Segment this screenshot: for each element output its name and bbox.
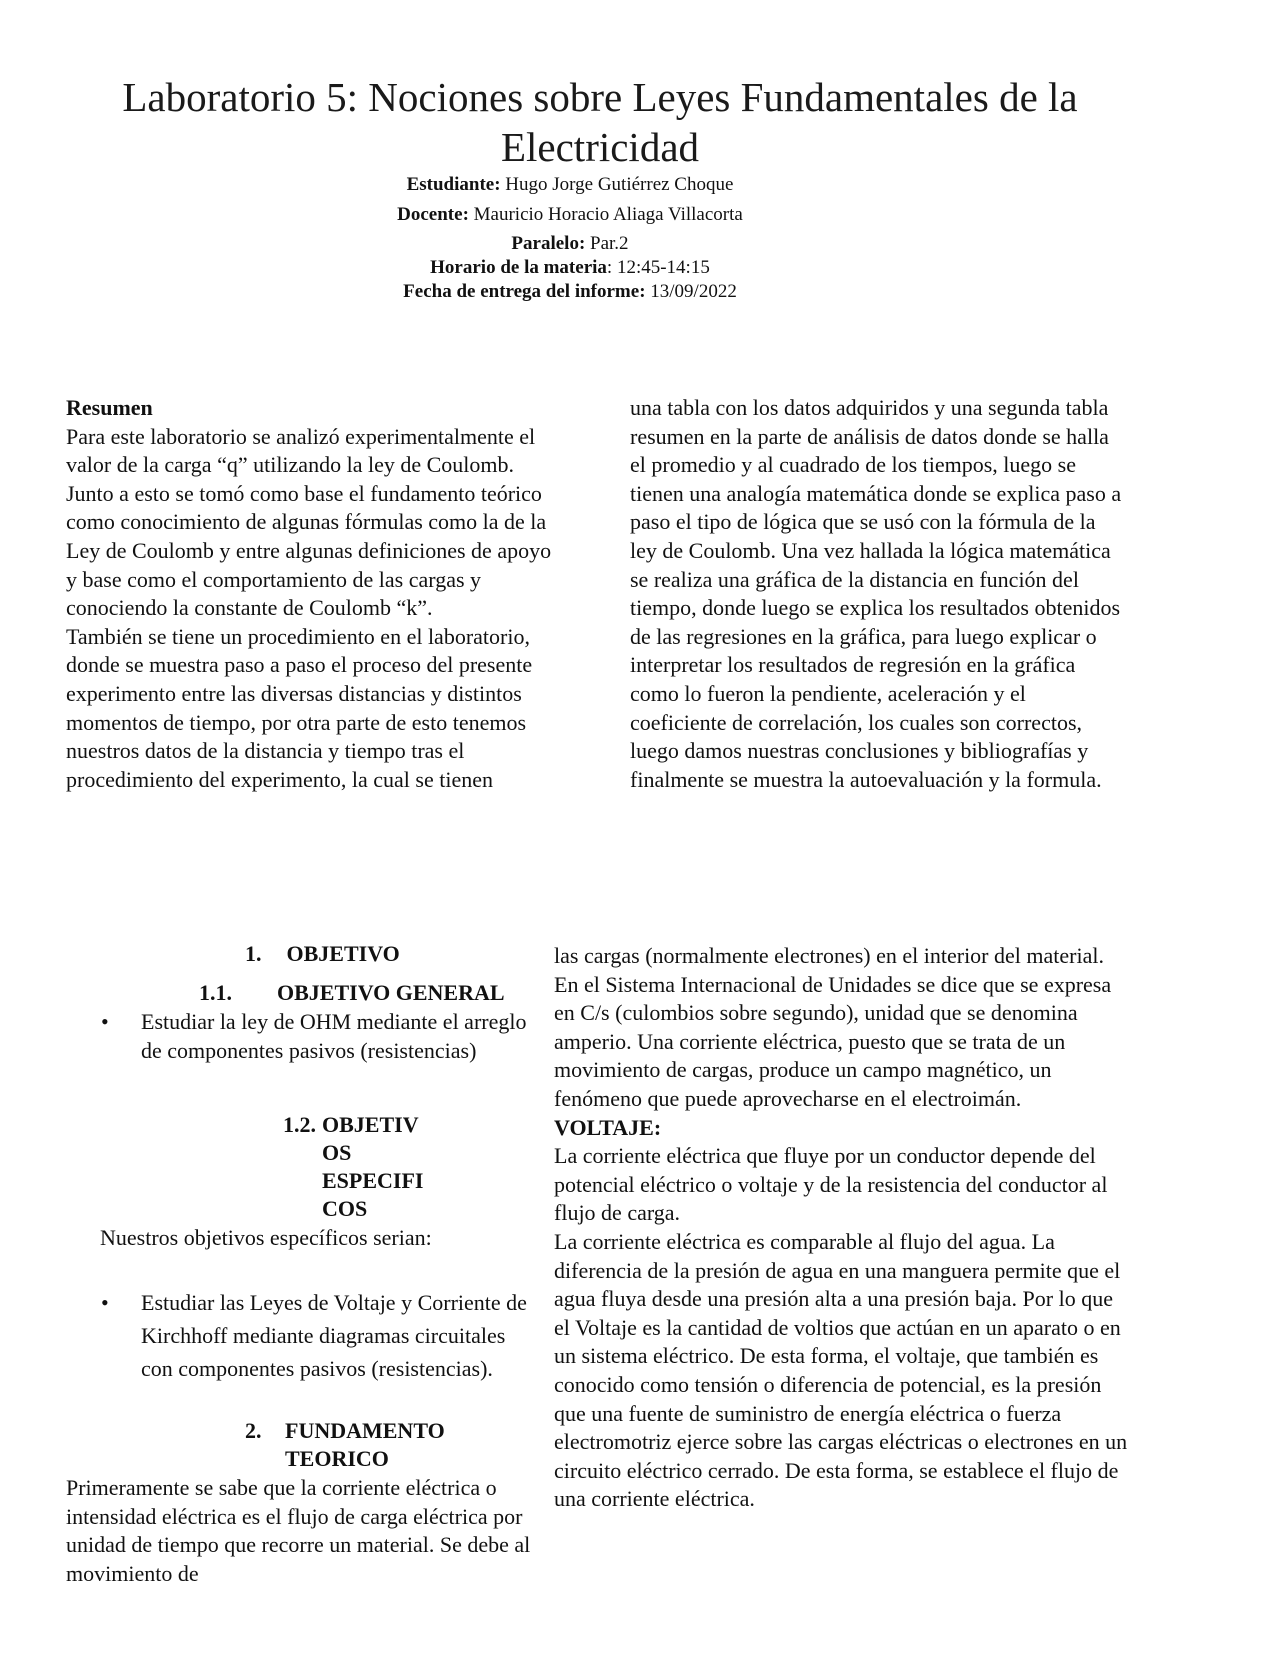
specific-objective-text: Estudiar las Leyes de Voltaje y Corriente de Kirchhoff mediante diagramas circuitales con componentes pasivos (resistencias). bbox=[141, 1290, 527, 1381]
list-item bbox=[66, 1008, 536, 1065]
schedule-line bbox=[0, 256, 1210, 280]
abstract-paragraph-2: También se tiene un procedimiento en el laboratorio, donde se muestra paso a paso el proceso del presente experimento entre las diversas distancias y distintos momentos de tiempo, por otra parte de esto tenemos nuestros datos de la distancia y tiempo tras el procedimiento del experimento, la cual se tienen bbox=[66, 623, 533, 792]
list-item bbox=[66, 1286, 536, 1385]
voltaje-paragraph-2: La corriente eléctrica es comparable al flujo del agua. La diferencia de la presión de agua en una manguera permite que el agua fluya desde una presión alta a una presión baja. Por lo que el Voltaje es la cantidad de voltios que actúan en un aparato o en un sistema eléctrico. De esta forma, el voltaje, que también es conocido como tensión o diferencia de potencial, es la presión que una fuente de suministro de energía eléctrica o fuerza electromotriz ejerce sobre las cargas eléctricas o electrones en un circuito eléctrico cerrado. De esta forma, se establece el flujo de una corriente eléctrica. bbox=[554, 1228, 1128, 1512]
abstract-paragraph-1: Para este laboratorio se analizó experimentalmente el valor de la carga “q” utilizando la ley de Coulomb. Junto a esto se tomó como base el fundamento teórico como conocimiento de algunas fórmulas como la de la Ley de Coulomb y entre algunas definiciones de apoyo y base como el comportamiento de las cargas y conociendo la constante de Coulomb “k”. bbox=[66, 423, 552, 621]
section-1-2-title-line: OS bbox=[322, 1140, 352, 1165]
abstract-paragraph-3: una tabla con los datos adquiridos y una segunda tabla resumen en la parte de análisis de datos donde se halla el promedio y al cuadrado de los tiempos, luego se tienen una analogía matemática donde se explica paso a paso el tipo de lógica que se usó con la fórmula de la ley de Coulomb. Una vez hallada la lógica matemática se realiza una gráfica de la distancia en función del tiempo, donde luego se explica los resultados obtenidos de las regresiones en la gráfica, para luego explicar o interpretar los resultados de regresión en la gráfica como lo fueron la pendiente, aceleración y el coeficiente de correlación, los cuales son correctos, luego damos nuestras conclusiones y bibliografías y finalmente se muestra la autoevaluación y la formula. bbox=[630, 395, 1122, 792]
teacher-name: Mauricio Horacio Aliaga Villacorta bbox=[473, 204, 743, 225]
student-label: Estudiante: bbox=[406, 174, 501, 195]
schedule-label: Horario de la materia bbox=[430, 257, 607, 278]
section-1-2-title-line: COS bbox=[322, 1196, 368, 1221]
fundamentals-paragraph: Primeramente se sabe que la corriente eléctrica o intensidad eléctrica es el flujo de carga eléctrica por unidad de tiempo que recorre un material. Se debe al movimiento de bbox=[66, 1475, 531, 1586]
teacher-line bbox=[0, 203, 1210, 227]
voltaje-paragraph-1: La corriente eléctrica que fluye por un conductor depende del potencial eléctrico o voltaje y de la resistencia del conductor al flujo de carga. bbox=[554, 1143, 1108, 1226]
date-line bbox=[0, 280, 1210, 304]
section-1-1-title: OBJETIVO GENERAL bbox=[277, 980, 505, 1005]
section-2-title-line: TEORICO bbox=[285, 1446, 389, 1471]
schedule-value: : 12:45-14:15 bbox=[606, 257, 710, 278]
teacher-label: Docente: bbox=[397, 204, 469, 225]
abstract-heading: Resumen bbox=[66, 395, 153, 420]
section-2-title-line: FUNDAMENTO bbox=[285, 1418, 445, 1443]
voltaje-heading: VOLTAJE: bbox=[554, 1114, 662, 1140]
bullet-icon: • bbox=[101, 1009, 109, 1034]
section-1-number: 1. bbox=[245, 941, 262, 966]
date-label: Fecha de entrega del informe: bbox=[403, 281, 646, 302]
abstract-right-column bbox=[630, 394, 1122, 794]
section-1-2-title bbox=[322, 1111, 423, 1223]
date-value: 13/09/2022 bbox=[650, 281, 737, 302]
abstract-left-column bbox=[66, 394, 558, 794]
body-right-column bbox=[554, 942, 1130, 1514]
section-1-1-heading bbox=[199, 979, 505, 1007]
section-2-title bbox=[285, 1417, 445, 1473]
section-1-1-number: 1.1. bbox=[199, 980, 232, 1005]
section-1-2-title-line: OBJETIV bbox=[322, 1112, 419, 1137]
parallel-line bbox=[0, 232, 1210, 256]
student-name: Hugo Jorge Gutiérrez Choque bbox=[505, 174, 734, 195]
section-2-number: 2. bbox=[245, 1418, 262, 1443]
document-title: Laboratorio 5: Nociones sobre Leyes Fundamentales de la Electricidad bbox=[122, 74, 1078, 170]
bullet-icon: • bbox=[101, 1290, 109, 1315]
section-1-heading bbox=[245, 940, 400, 968]
parallel-label: Paralelo: bbox=[511, 233, 586, 254]
current-paragraph: las cargas (normalmente electrones) en el interior del material. En el Sistema Internacional de Unidades se dice que se expresa en C/s (culombios sobre segundo), unidad que se denomina amperio. Una corriente eléctrica, puesto que se trata de un movimiento de cargas, produce un campo magnético, un fenómeno que puede aprovecharse en el electroimán. bbox=[554, 943, 1112, 1111]
specific-objectives-list bbox=[66, 1286, 536, 1385]
section-1-title: OBJETIVO bbox=[286, 941, 400, 966]
student-line bbox=[0, 173, 1210, 197]
section-1-2-number: 1.2. bbox=[283, 1112, 316, 1137]
general-objective-text: Estudiar la ley de OHM mediante el arreglo de componentes pasivos (resistencias) bbox=[141, 1009, 527, 1063]
section-1-2-title-line: ESPECIFI bbox=[322, 1168, 424, 1193]
parallel-value: Par.2 bbox=[590, 233, 629, 254]
general-objective-list bbox=[66, 1008, 536, 1065]
objectives-intro: Nuestros objetivos específicos serian: bbox=[100, 1225, 432, 1250]
